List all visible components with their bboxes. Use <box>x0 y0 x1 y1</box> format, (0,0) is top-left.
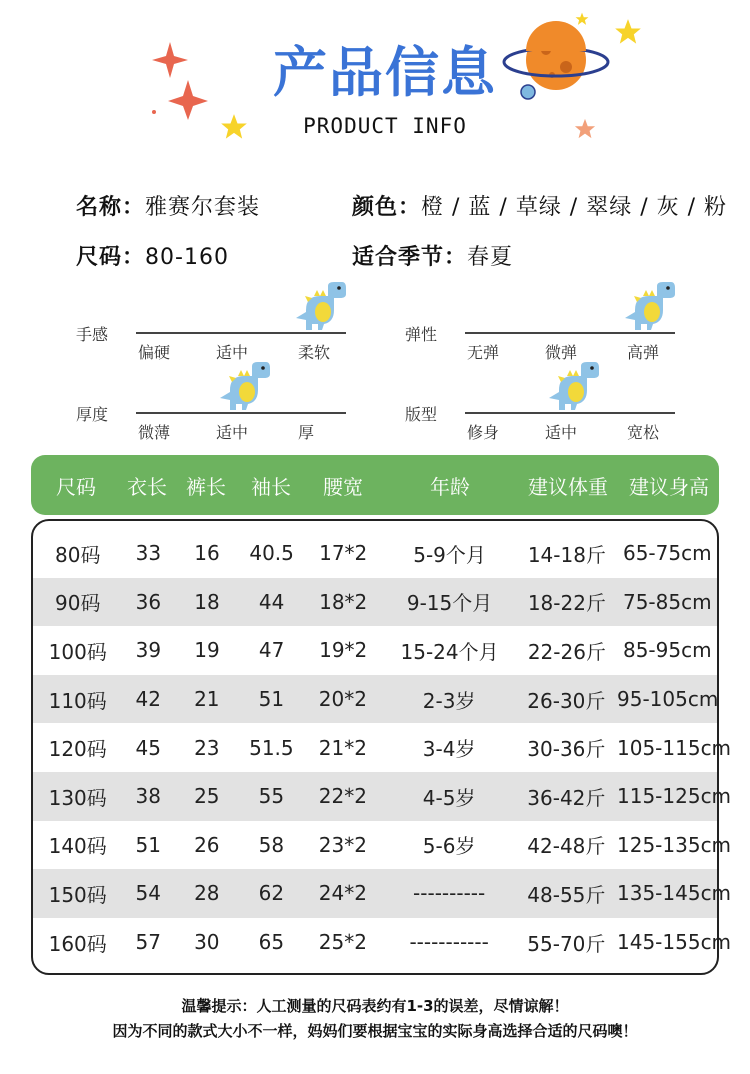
info-name <box>76 190 260 221</box>
scale-option: 高弹 <box>627 343 660 362</box>
planet-icon <box>518 82 538 102</box>
scale-line <box>136 412 346 414</box>
info-name-value: 雅赛尔套装 <box>145 195 261 220</box>
footer-note-1: 温馨提示：人工测量的尺码表约有1-3的误差，尽情谅解！ <box>181 997 569 1015</box>
table-cell: 21*2 <box>318 735 367 760</box>
table-cell: 24*2 <box>318 881 367 906</box>
table-cell: 9-15个月 <box>406 591 493 616</box>
size-table-header <box>31 455 719 515</box>
table-cell: 42 <box>135 687 161 712</box>
scale-option: 微弹 <box>545 343 578 362</box>
table-cell: 15-24个月 <box>400 639 499 664</box>
table-cell: 19*2 <box>319 638 368 663</box>
table-cell: 47 <box>258 638 285 663</box>
column-header: 袖长 <box>251 474 291 499</box>
table-cell: 51.5 <box>249 735 294 760</box>
table-cell: 25 <box>194 784 220 809</box>
star-icon <box>575 12 589 26</box>
table-cell: 75-85cm <box>622 589 712 614</box>
table-cell: 40.5 <box>249 541 294 566</box>
scale-label: 手感 <box>76 325 109 344</box>
table-cell: 16 <box>194 541 220 566</box>
table-cell: 62 <box>258 881 285 906</box>
table-cell: 4-5岁 <box>422 785 476 810</box>
column-header: 腰宽 <box>323 474 363 499</box>
table-cell: 36 <box>135 589 162 614</box>
table-cell: 22-26斤 <box>527 639 606 664</box>
dinosaur-icon <box>621 280 677 332</box>
dinosaur-icon <box>216 360 272 412</box>
table-cell: 65-75cm <box>622 541 712 566</box>
info-color-label: 颜色： <box>352 195 422 220</box>
scale-option: 宽松 <box>627 423 660 442</box>
scale-label: 弹性 <box>405 325 438 344</box>
scale-label: 厚度 <box>76 405 109 424</box>
table-cell: 3-4岁 <box>422 737 476 762</box>
table-cell: 28 <box>194 881 220 906</box>
scale-option: 无弹 <box>467 343 500 362</box>
table-cell: 22*2 <box>318 784 367 809</box>
page-title: 产品信息 <box>273 41 497 104</box>
table-cell: 48-55斤 <box>527 882 606 907</box>
info-size-label: 尺码： <box>76 245 146 270</box>
scale-option: 适中 <box>216 343 249 362</box>
table-row <box>33 869 732 918</box>
table-cell: 95-105cm <box>617 687 719 712</box>
table-cell: 18-22斤 <box>527 591 606 616</box>
table-cell: 115-125cm <box>617 784 732 809</box>
table-cell: 110码 <box>48 688 107 713</box>
table-cell: 45 <box>135 735 161 760</box>
column-header: 尺码 <box>56 474 96 499</box>
table-cell: 14-18斤 <box>527 542 606 567</box>
table-cell: 33 <box>135 541 162 566</box>
table-cell: 145-155cm <box>617 930 732 955</box>
table-cell: 150码 <box>48 882 107 907</box>
table-cell: 51 <box>258 687 285 712</box>
scale-option: 适中 <box>545 423 578 442</box>
scale-option: 厚 <box>298 423 315 442</box>
table-cell: 17*2 <box>319 541 368 566</box>
page-subtitle: PRODUCT INFO <box>303 114 467 138</box>
table-row <box>33 578 717 627</box>
scale-option: 适中 <box>216 423 249 442</box>
table-row <box>33 626 717 675</box>
dinosaur-icon <box>545 360 601 412</box>
table-cell: ---------- <box>413 881 486 906</box>
table-cell: 38 <box>135 784 161 809</box>
table-cell: 44 <box>258 589 285 614</box>
footer-note-2: 因为不同的款式大小不一样，妈妈们要根据宝宝的实际身高选择合适的尺码噢！ <box>112 1022 638 1040</box>
table-cell: 30-36斤 <box>527 737 606 762</box>
table-cell: 36-42斤 <box>527 785 606 810</box>
table-cell: 55 <box>258 784 285 809</box>
table-cell: 135-145cm <box>617 881 732 906</box>
table-cell: 55-70斤 <box>527 931 606 956</box>
scale-line <box>465 412 675 414</box>
table-cell: 23 <box>194 735 220 760</box>
info-name-label: 名称： <box>76 195 146 220</box>
column-header: 裤长 <box>186 474 226 499</box>
column-header: 建议体重 <box>528 474 608 499</box>
table-cell: 20*2 <box>318 687 367 712</box>
star-icon <box>574 118 596 140</box>
table-cell: 26 <box>194 832 220 857</box>
table-cell: 42-48斤 <box>527 834 606 859</box>
table-row <box>33 723 732 772</box>
table-cell: 160码 <box>48 931 107 956</box>
table-cell: 120码 <box>48 737 107 762</box>
scale-line <box>136 332 346 334</box>
table-cell: 58 <box>258 832 285 857</box>
table-cell: 130码 <box>48 785 107 810</box>
info-color-value: 橙 / 蓝 / 草绿 / 翠绿 / 灰 / 粉 <box>421 195 728 220</box>
table-cell: 85-95cm <box>622 638 712 663</box>
column-header: 建议身高 <box>629 474 709 499</box>
table-cell: 57 <box>135 930 161 955</box>
table-cell: 30 <box>194 930 220 955</box>
table-cell: 19 <box>194 638 220 663</box>
star-icon <box>220 113 248 141</box>
table-cell: 5-6岁 <box>422 834 476 859</box>
info-color <box>352 190 727 221</box>
table-cell: 23*2 <box>318 832 367 857</box>
table-cell: 105-115cm <box>617 735 732 760</box>
column-header: 衣长 <box>127 474 167 499</box>
table-cell: 90码 <box>55 591 101 616</box>
sparkle-icon <box>150 40 210 120</box>
table-cell: 21 <box>194 687 220 712</box>
header <box>0 0 750 160</box>
planet-icon <box>500 15 610 105</box>
scale-option: 微薄 <box>138 423 171 442</box>
dinosaur-icon <box>292 280 348 332</box>
column-header: 年龄 <box>430 474 470 499</box>
star-icon <box>614 18 642 46</box>
size-table <box>31 519 732 975</box>
table-cell: 5-9个月 <box>413 542 486 567</box>
table-row <box>33 529 717 578</box>
table-cell: 100码 <box>48 639 107 664</box>
table-cell: 54 <box>135 881 161 906</box>
table-cell: 65 <box>258 930 285 955</box>
table-cell: 39 <box>135 638 162 663</box>
table-cell: 26-30斤 <box>527 688 606 713</box>
table-cell: ----------- <box>409 930 489 955</box>
info-size <box>76 240 229 271</box>
table-cell: 140码 <box>48 834 107 859</box>
info-size-value: 80-160 <box>145 245 229 270</box>
table-row <box>33 821 732 870</box>
table-cell: 51 <box>135 832 161 857</box>
table-cell: 18*2 <box>319 589 368 614</box>
table-cell: 2-3岁 <box>422 688 476 713</box>
table-cell: 125-135cm <box>617 832 732 857</box>
info-season-label: 适合季节： <box>352 245 468 270</box>
scale-option: 修身 <box>467 423 500 442</box>
scale-option: 偏硬 <box>138 343 171 362</box>
table-row <box>33 772 732 821</box>
table-cell: 80码 <box>55 542 101 567</box>
info-season <box>352 240 513 271</box>
table-cell: 25*2 <box>318 930 367 955</box>
info-season-value: 春夏 <box>467 245 514 270</box>
table-row <box>33 918 732 967</box>
scale-option: 柔软 <box>298 343 331 362</box>
table-cell: 18 <box>194 589 220 614</box>
scale-line <box>465 332 675 334</box>
scale-label: 版型 <box>405 405 438 424</box>
table-row <box>33 675 717 724</box>
